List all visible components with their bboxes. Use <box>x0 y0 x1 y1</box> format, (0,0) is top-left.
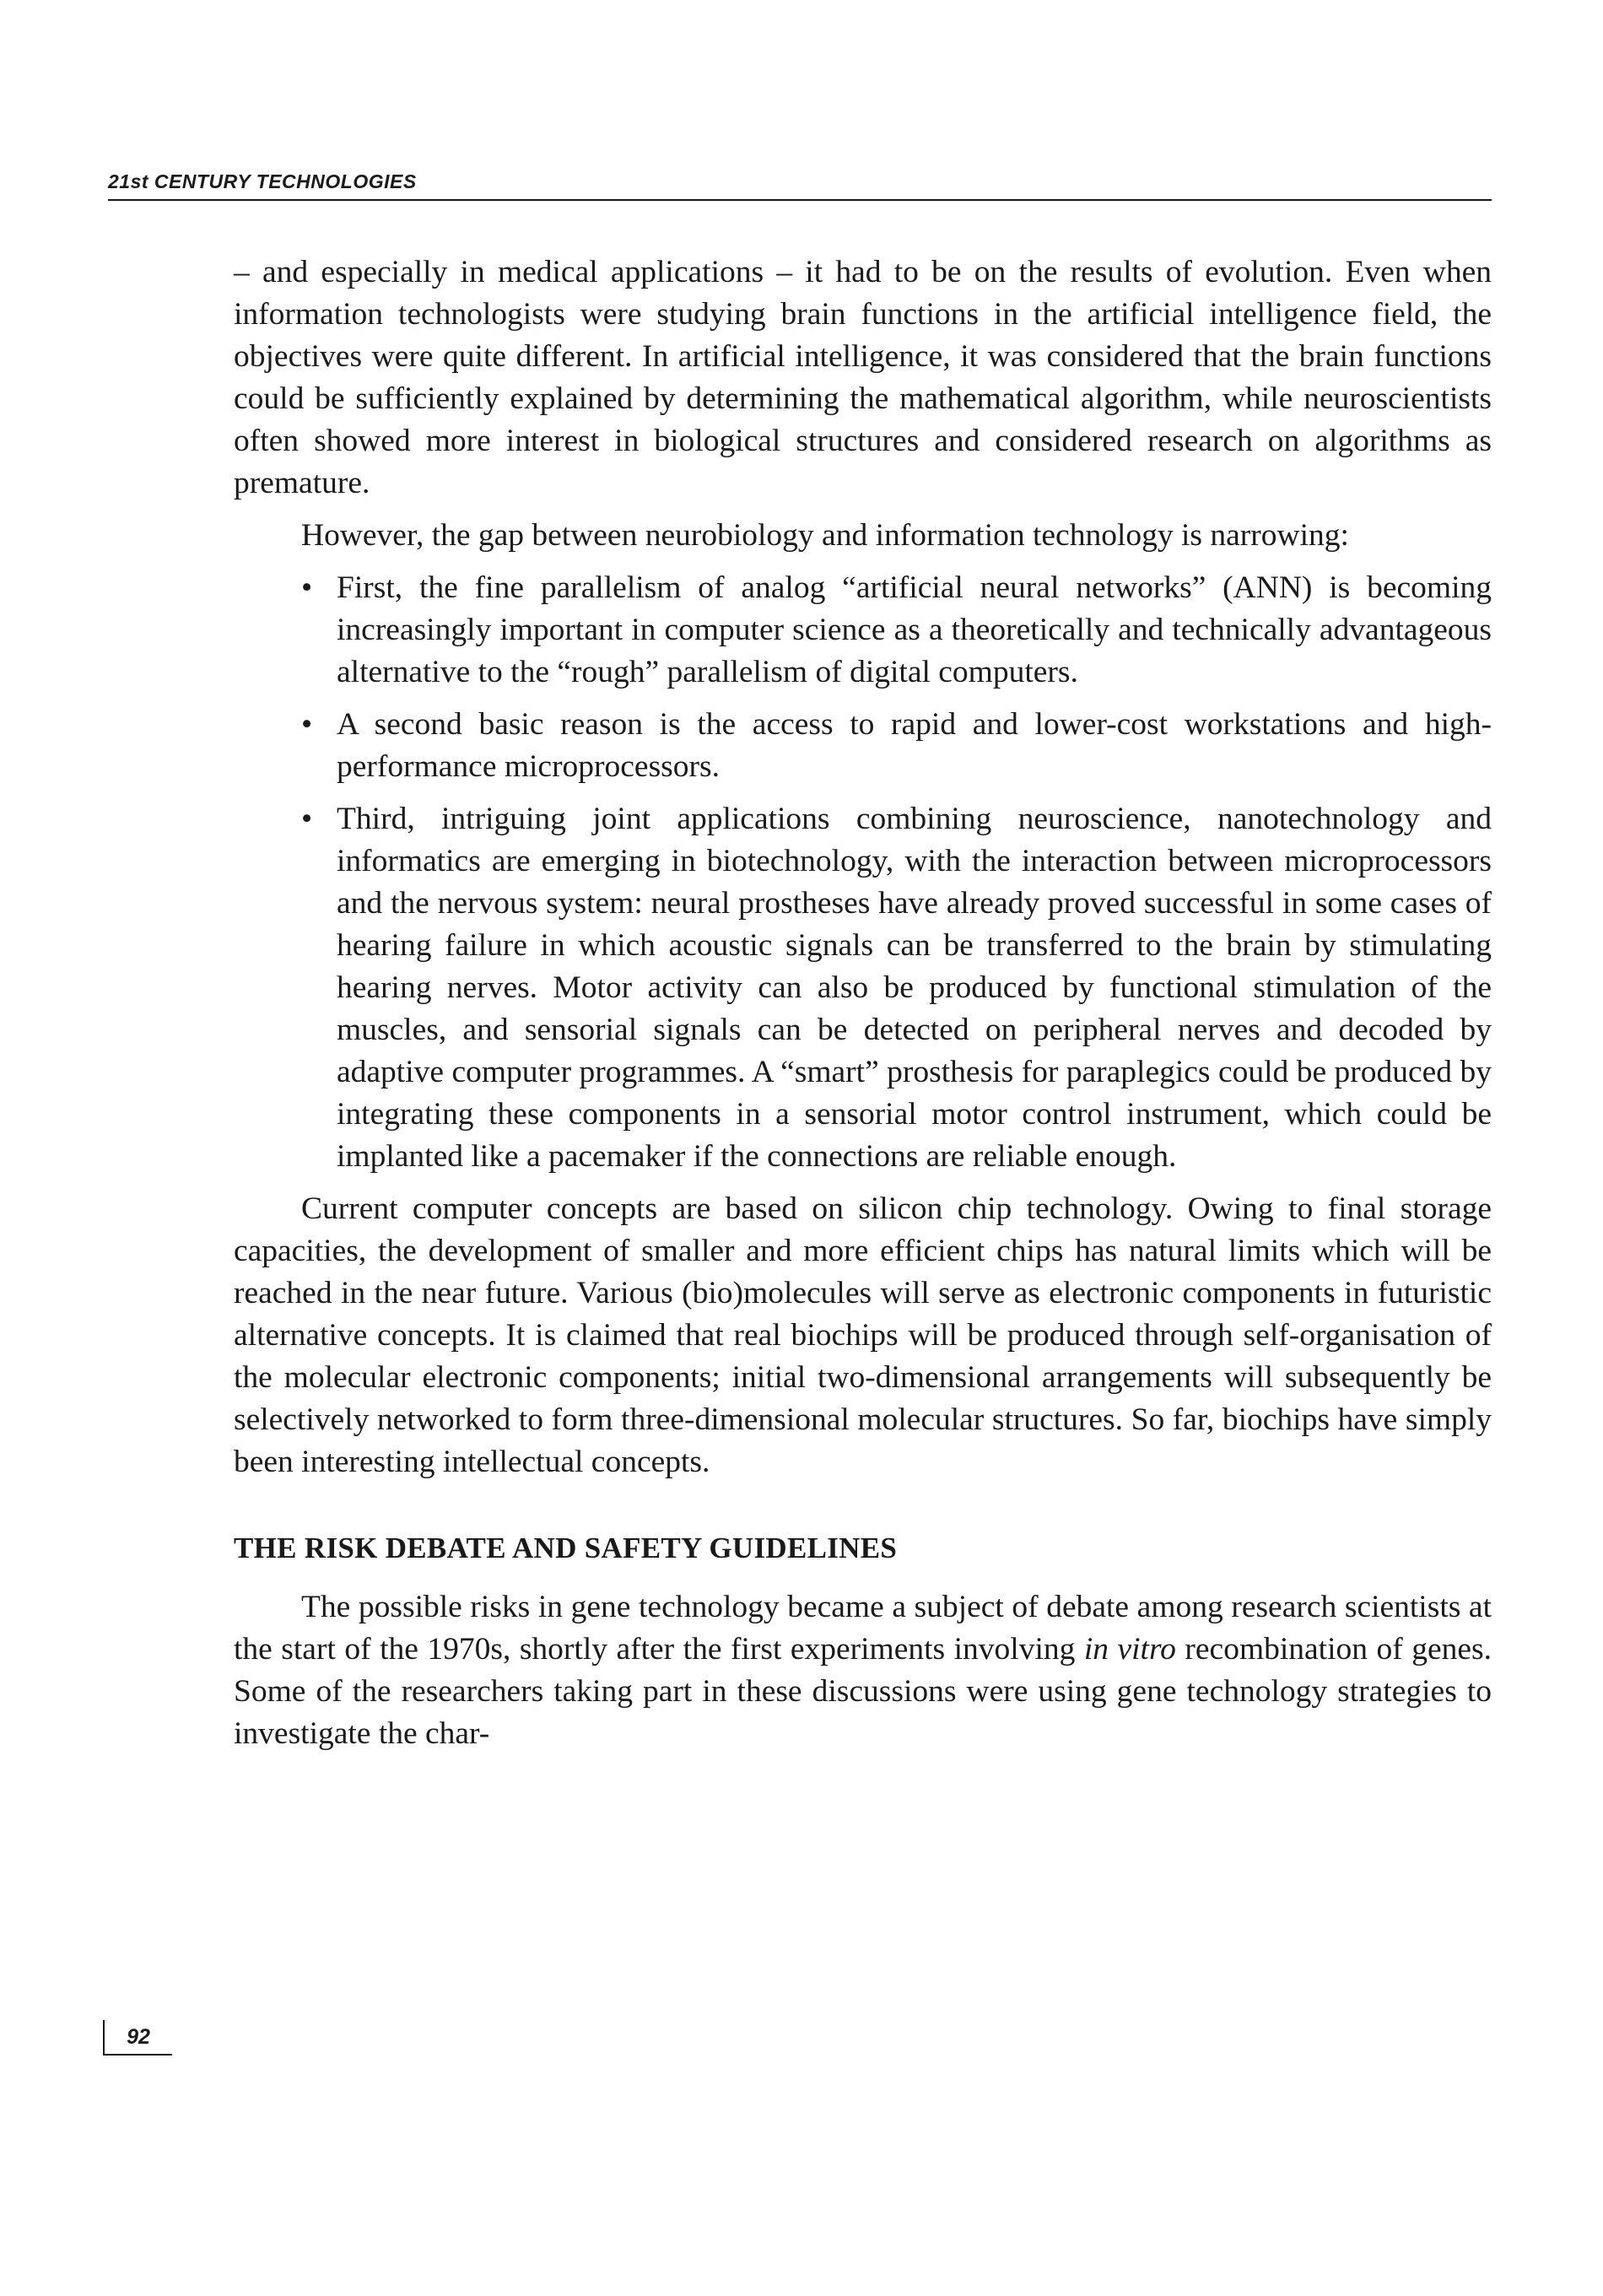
paragraph-4-text-end: recombination of genes. Some of the researchers taking part in these discussions were using gene technology strategies to investigate the char- <box>234 1632 1492 1751</box>
bullet-icon: • <box>301 570 313 605</box>
page-body <box>234 251 1492 1755</box>
bullet-item-text: Third, intriguing joint applications combining neuroscience, nanotechnology and informatics are emerging in biotechnology, with the interaction between microprocessors and the nervous system: neural prostheses have already proved successful in some cases of hearing failure in which acoustic signals can be transferred to the brain by stimulating hearing nerves. Motor activity can also be produced by functional stimulation of the muscles, and sensorial signals can be detected on peripheral nerves and decoded by adaptive computer programmes. A “smart” prosthesis for paraplegics could be produced by integrating these components in a sensorial motor control instrument, which could be implanted like a pacemaker if the connections are reliable enough. <box>337 802 1492 1174</box>
italic-term: in vitro <box>1083 1632 1176 1667</box>
body-paragraph-2: However, the gap between neurobiology and information technology is narrowing: <box>301 518 1349 553</box>
body-paragraph-3: Current computer concepts are based on silicon chip technology. Owing to final storage capacities, the development of smaller and more efficient chips has natural limits which will be reached in the near future. Various (bio)molecules will serve as electronic components in futuristic alternative concepts. It is claimed that real biochips will be produced through self-organisation of the molecular electronic components; initial two-dimensional arrangements will subsequently be selectively networked to form three-dimensional molecular structures. So far, biochips have simply been interesting intellectual concepts. <box>234 1191 1492 1479</box>
bullet-item-text: A second basic reason is the access to rapid and lower-cost workstations and high-performance microprocessors. <box>337 707 1492 784</box>
bullet-item-1 <box>301 567 1492 694</box>
body-paragraph-4 <box>234 1586 1492 1755</box>
body-paragraph-1: – and especially in medical applications – it had to be on the results of evolution. Even when information technologists were studying brain functions in the artificial intelligence field, the objectives were quite different. In artificial intelligence, it was considered that the brain functions could be sufficiently explained by determining the mathematical algorithm, while neuroscientists often showed more interest in biological structures and considered research on algorithms as premature. <box>234 255 1492 500</box>
bullet-icon: • <box>301 802 313 836</box>
bullet-item-text: First, the fine parallelism of analog “artificial neural networks” (ANN) is becoming increasingly important in computer science as a theoretically and technically advantageous alternative to the “rough” parallelism of digital computers. <box>337 570 1492 689</box>
running-header-title: 21st CENTURY TECHNOLOGIES <box>108 170 417 192</box>
paragraph-4-text-start: The possible risks in gene technology became a subject of debate among research scientists at the start of the 1970s, shortly after the first experiments involving <box>234 1590 1492 1667</box>
section-heading: THE RISK DEBATE AND SAFETY GUIDELINES <box>234 1532 898 1564</box>
bullet-list <box>234 567 1492 1178</box>
page-number: 92 <box>103 2020 172 2056</box>
bullet-item-3 <box>301 798 1492 1178</box>
bullet-item-2 <box>301 704 1492 788</box>
running-header <box>108 169 1492 201</box>
bullet-icon: • <box>301 707 313 742</box>
